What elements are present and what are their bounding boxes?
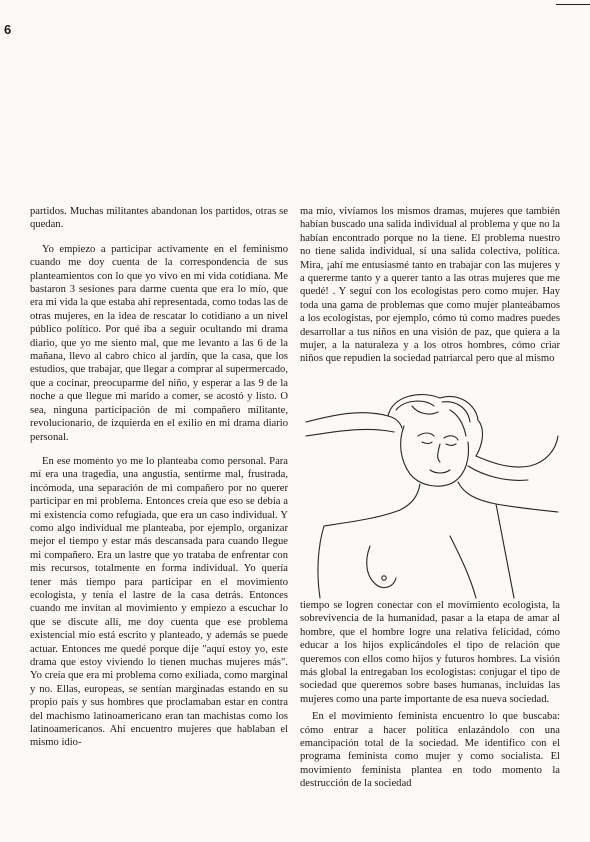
paragraph: En ese momento yo me lo planteaba como personal. Para mí era una tragedia, una angustia, sentirme mal, frustrada, incómoda, una separación de mi compañero por no querer participar en mi problema. Entonces creía que eso se debía a mi existencia como refugiada, que era un caso individual. Y como algo individual me planteaba, por ejemplo, organizar mejor el tiempo y estar más descansada para cuando llegue mi compañero. Era un lastre que yo trataba de enfrentar con mis recursos, totalmente en forma individual. Yo quería tener más tiempo para participar en el movimiento ecologista, y tenía el lastre de la casa detrás. Entonces cuando me invitan al movimiento y empiezo a escuchar lo que se discute allí, me doy cuenta que ese problema existencial mío está escrito y planteado, y además se puede actuar. Entonces me quedé porque dije "aquí estoy yo, este drama que estoy viviendo lo tienen muchas mujeres más". Yo creía que era mi problema como exiliada, como marginal y no. Ellas, europeas, se sentían marginadas estando en su propio país y sus hombres que proclamaban estar en contra del machismo latinoamericano eran tan machistas como los latinoamericanos. Ahí encuentro mujeres que hablaban el mismo idio- [30, 455, 288, 749]
left-column [30, 205, 288, 750]
header-rule [556, 4, 590, 5]
paragraph: Yo empiezo a participar activamente en el feminismo cuando me doy cuenta de la correspondencia de sus planteamientos con lo que yo vivo en mi vida cotidiana. Me bastaron 3 sesiones para darme cuenta que era lo mío, que era mi vida la que estaba ahí representada, como todas las de otras mujeres, en la idea de rescatar lo cotidiano a un nivel público político. Por qué iba a seguir ocultando mi drama diario, que yo me siento mal, que me levanto a las 6 de la mañana, llevo al cabro chico al jardín, que la casa, que los estudios, que trabajar, que llegar a comprar al supermercado, que a cocinar, preocuparme del niño, y esperar a las 9 de la noche a que llegue mi marido a comer, se acostó y listo. O sea, ninguna participación de mi compañero militante, revolucionario, de izquierda en el exilio en mi drama diario personal. [30, 243, 288, 443]
right-column-bottom [300, 599, 560, 791]
paragraph: tiempo se logren conectar con el movimiento ecologista, la sobrevivencia de la humanidad, pasar a la etapa de amar al hombre, que el hombre logre una relativa felicidad, cómo educar a los hijos explicándoles el tipo de relación que queremos con ellos como hijos y futuros hombres. La visión más global la entregaban los ecologistas: conjugar el tipo de sociedad que queremos sobre bases humanas, incluídas las mujeres como una parte importante de esa nueva sociedad. [300, 600, 560, 705]
paragraph: ma mío, vivíamos los mismos dramas, mujeres que también habían buscado una salida individual al problema y que no la habían encontrado porque no la tiene. El problema nuestro no tiene salida individual, sí una salida colectiva, política. Mira, ¡ahí me entusiasmé tanto en trabajar con las mujeres y a quererme tanto y a querer tanto a las otras mujeres que me quedé! . Y seguí con los ecologistas pero como mujer. Hay toda una gama de problemas que como mujer planteábamos a los ecologistas, por ejemplo, cómo tú como madres puedes desarrollar a tus niños en una visión de paz, que quiera a la mujer, a la naturaleza y a los otros hombres, cómo criar niños que repudien la sociedad patriarcal pero que al mismo [300, 206, 560, 365]
paragraph: partidos. Muchas militantes abandonan los partidos, otras se quedan. [30, 206, 288, 231]
right-column-top [300, 205, 560, 366]
paragraph: En el movimiento feminista encuentro lo que buscaba: cómo entrar a hacer política enlazándolo con una emancipación total de la sociedad. Me identifico con el programa feminista como mujer y como socialista. El movimiento feminista plantea en todo momento la destrucción de la sociedad [300, 711, 560, 790]
page-number: 6 [4, 22, 12, 37]
woman-line-drawing [300, 386, 562, 600]
